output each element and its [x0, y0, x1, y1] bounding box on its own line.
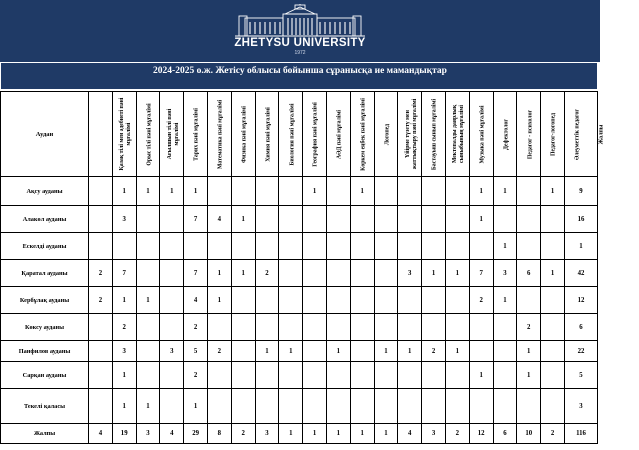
table-cell: 1: [207, 287, 231, 314]
table-cell: [517, 389, 541, 424]
table-cell: [89, 233, 113, 260]
row-total-cell: 42: [565, 260, 598, 287]
table-cell: [541, 362, 565, 389]
table-cell: [326, 233, 350, 260]
university-year: 1972: [294, 50, 306, 56]
table-cell: [493, 389, 517, 424]
table-cell: [303, 260, 327, 287]
table-cell: [231, 389, 255, 424]
table-cell: 1: [231, 260, 255, 287]
table-cell: [445, 233, 469, 260]
table-cell: [469, 314, 493, 341]
table-cell: 7: [469, 260, 493, 287]
table-cell: 10: [517, 424, 541, 444]
table-cell: [207, 233, 231, 260]
table-cell: [374, 177, 398, 206]
table-cell: [350, 389, 374, 424]
row-total-cell: 16: [565, 206, 598, 233]
column-header: Мектепалды даярлық сыныбының мұғалімі: [422, 92, 446, 177]
table-cell: [374, 233, 398, 260]
table-cell: [255, 287, 279, 314]
table-cell: 4: [184, 287, 208, 314]
table-cell: [445, 206, 469, 233]
table-cell: [350, 341, 374, 362]
table-cell: [517, 287, 541, 314]
table-cell: 19: [112, 424, 136, 444]
table-cell: 1: [374, 424, 398, 444]
table-cell: [422, 389, 446, 424]
table-cell: [422, 233, 446, 260]
row-total-cell: 5: [565, 362, 598, 389]
row-total-cell: 3: [565, 389, 598, 424]
table-cell: 1: [469, 177, 493, 206]
row-total-cell: 6: [565, 314, 598, 341]
table-cell: [326, 206, 350, 233]
table-cell: [445, 287, 469, 314]
table-row: [1, 341, 598, 362]
table-cell: [374, 206, 398, 233]
column-header: Ағылшын тілі пәні мұғалімі: [136, 92, 160, 177]
table-cell: [398, 389, 422, 424]
table-cell: 5: [184, 341, 208, 362]
table-cell: [517, 206, 541, 233]
column-header: Қазақ тілі мен әдебиеті пәні мұғалімі: [89, 92, 113, 177]
table-row: [1, 362, 598, 389]
table-cell: [279, 233, 303, 260]
table-cell: 3: [422, 424, 446, 444]
table-cell: 3: [255, 424, 279, 444]
table-cell: 6: [517, 260, 541, 287]
table-cell: [160, 206, 184, 233]
table-cell: [326, 287, 350, 314]
table-cell: 1: [398, 341, 422, 362]
table-cell: [136, 206, 160, 233]
table-cell: [255, 233, 279, 260]
row-district-name: Жалпы: [1, 424, 89, 444]
table-cell: 29: [184, 424, 208, 444]
column-header: Биология пәні мұғалімі: [255, 92, 279, 177]
table-cell: [136, 362, 160, 389]
table-cell: [231, 287, 255, 314]
table-cell: [350, 233, 374, 260]
row-district-name: Текелі қаласы: [1, 389, 89, 424]
table-cell: [255, 389, 279, 424]
table-cell: [326, 260, 350, 287]
table-cell: [326, 314, 350, 341]
table-cell: 1: [303, 424, 327, 444]
table-cell: 1: [493, 233, 517, 260]
table-cell: [398, 314, 422, 341]
table-cell: 4: [207, 206, 231, 233]
table-cell: [207, 389, 231, 424]
table-cell: [136, 314, 160, 341]
table-cell: [255, 177, 279, 206]
row-total-cell: 116: [565, 424, 598, 444]
table-header-row: [1, 92, 598, 177]
table-cell: 7: [112, 260, 136, 287]
row-district-name: Сарқан ауданы: [1, 362, 89, 389]
table-cell: 3: [136, 424, 160, 444]
column-header: Үйірме түзету мен жаттықтыру пәні мұғалімі: [374, 92, 398, 177]
table-cell: [398, 177, 422, 206]
table-cell: [160, 260, 184, 287]
table-cell: 2: [255, 260, 279, 287]
table-row: [1, 233, 598, 260]
table-cell: 2: [207, 341, 231, 362]
table-row: [1, 389, 598, 424]
table-cell: 2: [112, 314, 136, 341]
table-cell: 1: [136, 177, 160, 206]
table-cell: 1: [160, 177, 184, 206]
row-district-name: Ақсу ауданы: [1, 177, 89, 206]
table-cell: 1: [279, 341, 303, 362]
table-cell: 3: [398, 260, 422, 287]
table-cell: [160, 314, 184, 341]
column-header: Музыка пәні мұғалімі: [445, 92, 469, 177]
table-cell: [231, 177, 255, 206]
table-cell: [398, 362, 422, 389]
table-cell: 1: [184, 389, 208, 424]
column-header-total: Жалпы: [565, 92, 598, 177]
table-cell: 6: [493, 424, 517, 444]
table-cell: 1: [112, 287, 136, 314]
table-cell: [541, 206, 565, 233]
table-cell: [231, 314, 255, 341]
table-cell: [303, 389, 327, 424]
table-cell: [279, 314, 303, 341]
table-row: [1, 177, 598, 206]
table-cell: [255, 314, 279, 341]
table-cell: [398, 233, 422, 260]
table-cell: [136, 341, 160, 362]
table-cell: [255, 362, 279, 389]
table-cell: [422, 177, 446, 206]
table-cell: [374, 362, 398, 389]
table-cell: [541, 389, 565, 424]
table-cell: 7: [184, 206, 208, 233]
row-district-name: Қаратал ауданы: [1, 260, 89, 287]
column-header: Педагог - психолог: [493, 92, 517, 177]
table-cell: 2: [445, 424, 469, 444]
table-cell: [303, 341, 327, 362]
table-cell: 4: [398, 424, 422, 444]
table-cell: [279, 177, 303, 206]
table-cell: [350, 362, 374, 389]
table-cell: [160, 362, 184, 389]
table-cell: [517, 177, 541, 206]
table-cell: [207, 362, 231, 389]
table-cell: 2: [422, 341, 446, 362]
table-cell: [422, 206, 446, 233]
table-row: [1, 424, 598, 444]
table-cell: 7: [184, 260, 208, 287]
table-cell: 1: [445, 341, 469, 362]
column-header: Бастауыш сынып мұғалімі: [398, 92, 422, 177]
table-cell: 1: [112, 177, 136, 206]
table-cell: [303, 206, 327, 233]
table-cell: 1: [112, 362, 136, 389]
table-cell: [160, 233, 184, 260]
table-cell: [255, 206, 279, 233]
table-cell: [89, 341, 113, 362]
table-cell: 1: [231, 206, 255, 233]
table-cell: [303, 362, 327, 389]
row-district-name: Кербұлақ ауданы: [1, 287, 89, 314]
table-cell: [422, 314, 446, 341]
table-cell: [517, 233, 541, 260]
table-cell: [493, 206, 517, 233]
table-cell: [279, 362, 303, 389]
table-cell: [350, 314, 374, 341]
table-cell: [231, 341, 255, 362]
table-cell: [374, 287, 398, 314]
column-header: Логопед: [350, 92, 374, 177]
table-cell: [350, 206, 374, 233]
specialties-table: [0, 91, 605, 444]
table-cell: 1: [445, 260, 469, 287]
table-cell: [445, 177, 469, 206]
table-cell: 1: [303, 177, 327, 206]
table-cell: 1: [136, 389, 160, 424]
table-cell: 2: [517, 314, 541, 341]
table-cell: [374, 314, 398, 341]
table-cell: 1: [493, 177, 517, 206]
column-header: Әлеуметтік педагог: [541, 92, 565, 177]
table-cell: [350, 287, 374, 314]
table-cell: [207, 177, 231, 206]
table-row: [1, 287, 598, 314]
table-cell: [279, 389, 303, 424]
table-cell: [422, 287, 446, 314]
table-cell: [160, 287, 184, 314]
table-cell: [469, 389, 493, 424]
table-cell: 2: [231, 424, 255, 444]
row-total-cell: 1: [565, 233, 598, 260]
column-header: Педагог-логопед: [517, 92, 541, 177]
table-cell: [231, 362, 255, 389]
table-cell: [541, 233, 565, 260]
row-total-cell: 22: [565, 341, 598, 362]
table-cell: [469, 233, 493, 260]
table-cell: 2: [184, 362, 208, 389]
table-cell: [541, 314, 565, 341]
table-cell: [303, 314, 327, 341]
table-cell: [445, 389, 469, 424]
university-building-icon: [235, 4, 365, 38]
table-cell: [89, 206, 113, 233]
table-cell: [422, 362, 446, 389]
table-row: [1, 206, 598, 233]
table-cell: 2: [89, 260, 113, 287]
university-name: ZHETYSU UNIVERSITY: [234, 37, 366, 49]
row-total-cell: 12: [565, 287, 598, 314]
table-cell: 1: [136, 287, 160, 314]
table-cell: 1: [326, 341, 350, 362]
row-total-cell: 9: [565, 177, 598, 206]
column-header: Орыс тілі пәні мұғалімі: [112, 92, 136, 177]
table-cell: [493, 341, 517, 362]
table-cell: 3: [112, 206, 136, 233]
column-header: АӘД пәні мұғалімі: [303, 92, 327, 177]
column-header: Тарих пәні мұғалімі: [160, 92, 184, 177]
row-district-name: Көксу ауданы: [1, 314, 89, 341]
table-cell: [350, 260, 374, 287]
table-cell: [303, 287, 327, 314]
table-cell: 2: [541, 424, 565, 444]
table-cell: 1: [184, 177, 208, 206]
column-header: Физика пәні мұғалімі: [207, 92, 231, 177]
row-district-name: Алакөл ауданы: [1, 206, 89, 233]
column-header: Көркем еңбек пәні мұғалімі: [326, 92, 350, 177]
table-cell: 4: [89, 424, 113, 444]
table-cell: [207, 314, 231, 341]
table-cell: [398, 206, 422, 233]
table-cell: 1: [326, 424, 350, 444]
table-cell: 1: [279, 424, 303, 444]
table-cell: 12: [469, 424, 493, 444]
table-cell: [374, 260, 398, 287]
table-cell: [160, 389, 184, 424]
table-cell: [279, 287, 303, 314]
column-header: Математика пәні мұғалімі: [184, 92, 208, 177]
table-cell: 8: [207, 424, 231, 444]
table-cell: [303, 233, 327, 260]
table-cell: 2: [469, 287, 493, 314]
table-cell: [136, 233, 160, 260]
table-cell: [493, 314, 517, 341]
column-header: Дефектолог: [469, 92, 493, 177]
table-cell: [279, 206, 303, 233]
table-cell: 1: [493, 287, 517, 314]
table-cell: 2: [89, 287, 113, 314]
row-district-name: Ескелді ауданы: [1, 233, 89, 260]
table-cell: [541, 341, 565, 362]
table-cell: 1: [350, 424, 374, 444]
table-row: [1, 314, 598, 341]
table-cell: [89, 362, 113, 389]
table-cell: 3: [112, 341, 136, 362]
table-cell: 1: [350, 177, 374, 206]
table-cell: 1: [469, 362, 493, 389]
table-cell: 1: [541, 177, 565, 206]
table-cell: [136, 260, 160, 287]
table-cell: [184, 233, 208, 260]
table-cell: [493, 362, 517, 389]
table-cell: [445, 362, 469, 389]
table-cell: 3: [493, 260, 517, 287]
table-cell: 1: [517, 341, 541, 362]
table-cell: 1: [112, 389, 136, 424]
page-title: 2024-2025 о.ж. Жетісу облысы бойынша сұранысқа ие мамандықтар: [153, 66, 447, 76]
table-cell: 1: [374, 341, 398, 362]
column-header: Химия пәні мұғалімі: [231, 92, 255, 177]
table-cell: 1: [541, 260, 565, 287]
table-cell: 3: [160, 341, 184, 362]
table-cell: 1: [255, 341, 279, 362]
table-cell: [445, 314, 469, 341]
table-cell: [541, 287, 565, 314]
table-cell: [89, 177, 113, 206]
table-cell: 1: [517, 362, 541, 389]
table-cell: 1: [207, 260, 231, 287]
table-cell: [469, 341, 493, 362]
table-cell: [231, 233, 255, 260]
table-cell: [112, 233, 136, 260]
table-cell: [326, 389, 350, 424]
row-district-name: Панфилов ауданы: [1, 341, 89, 362]
table-cell: [89, 389, 113, 424]
column-header-district: Аудан: [1, 92, 89, 177]
table-row: [1, 260, 598, 287]
column-header: География пәні мұғалімі: [279, 92, 303, 177]
table-cell: [89, 314, 113, 341]
table-cell: 4: [160, 424, 184, 444]
table-cell: [398, 287, 422, 314]
table-cell: 1: [422, 260, 446, 287]
table-cell: [326, 362, 350, 389]
table-cell: [326, 177, 350, 206]
table-cell: [279, 260, 303, 287]
table-cell: 1: [469, 206, 493, 233]
table-cell: 2: [184, 314, 208, 341]
table-cell: [374, 389, 398, 424]
